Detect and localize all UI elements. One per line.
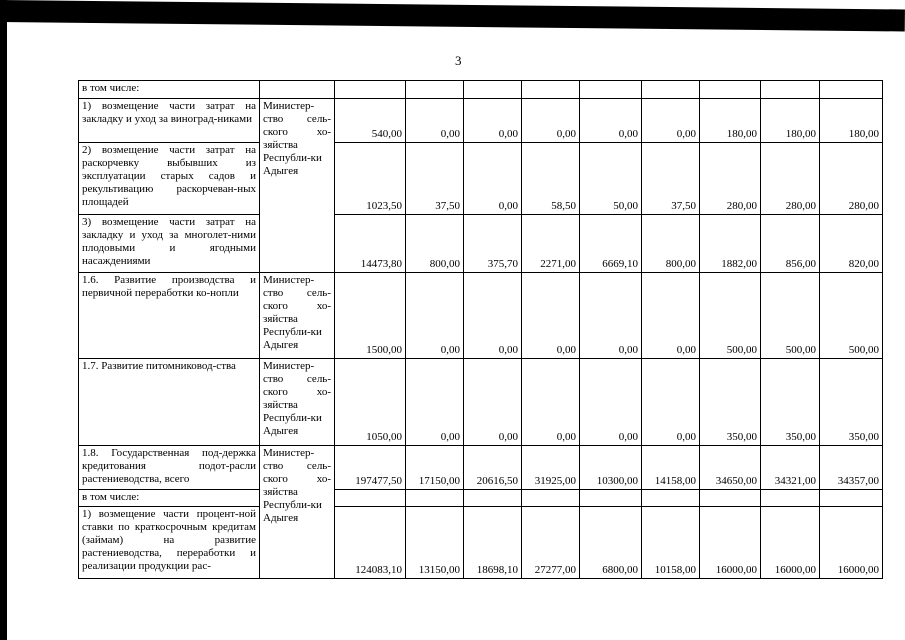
value-cell: 10158,00: [642, 507, 700, 579]
executor-cell: [260, 81, 335, 99]
row-label: 3) возмещение части затрат на закладку и уход за многолет-ними плодовыми и ягодными насаждениями: [79, 215, 260, 273]
executor-cell: Министер-ство сель-ского хо-зяйства Республи-ки Адыгея: [260, 359, 335, 446]
value-cell: [464, 490, 522, 507]
table-row: [79, 507, 883, 579]
scan-edge-top: [0, 0, 905, 31]
value-cell: 16000,00: [820, 507, 883, 579]
value-cell: 0,00: [642, 99, 700, 143]
value-cell: [335, 490, 406, 507]
value-cell: 0,00: [522, 359, 580, 446]
value-cell: 0,00: [580, 359, 642, 446]
value-cell: 800,00: [642, 215, 700, 273]
value-cell: [700, 81, 761, 99]
value-cell: 58,50: [522, 143, 580, 215]
executor-cell: Министер-ство сель-ского хо-зяйства Республи-ки Адыгея: [260, 99, 335, 273]
value-cell: 280,00: [761, 143, 820, 215]
value-cell: 10300,00: [580, 446, 642, 490]
value-cell: 0,00: [642, 273, 700, 359]
value-cell: [761, 490, 820, 507]
value-cell: 856,00: [761, 215, 820, 273]
value-cell: 16000,00: [761, 507, 820, 579]
value-cell: 20616,50: [464, 446, 522, 490]
value-cell: 37,50: [406, 143, 464, 215]
value-cell: 27277,00: [522, 507, 580, 579]
value-cell: [642, 81, 700, 99]
value-cell: 197477,50: [335, 446, 406, 490]
value-cell: 14473,80: [335, 215, 406, 273]
executor-cell: Министер-ство сель-ского хо-зяйства Республи-ки Адыгея: [260, 446, 335, 579]
table-row: [79, 359, 883, 446]
value-cell: 1050,00: [335, 359, 406, 446]
page-number: 3: [455, 53, 462, 68]
row-label: 1) возмещение части процент-ной ставки по краткосрочным кредитам (займам) на развитие растениеводства, переработки и реализации продукции рас-: [79, 507, 260, 579]
value-cell: 0,00: [464, 143, 522, 215]
value-cell: 124083,10: [335, 507, 406, 579]
value-cell: 500,00: [700, 273, 761, 359]
value-cell: 34650,00: [700, 446, 761, 490]
value-cell: [580, 81, 642, 99]
value-cell: 820,00: [820, 215, 883, 273]
program-funding-table: [78, 80, 883, 579]
row-label: 1) возмещение части затрат на закладку и уход за виноград-никами: [79, 99, 260, 143]
table-row: [79, 143, 883, 215]
value-cell: 350,00: [700, 359, 761, 446]
table-row: [79, 81, 883, 99]
value-cell: [700, 490, 761, 507]
row-label: 1.7. Развитие питомниковод-ства: [79, 359, 260, 446]
value-cell: 0,00: [580, 99, 642, 143]
value-cell: 6669,10: [580, 215, 642, 273]
value-cell: [580, 490, 642, 507]
row-label: 1.8. Государственная под-держка кредитования подот-расли растениеводства, всего: [79, 446, 260, 490]
value-cell: 17150,00: [406, 446, 464, 490]
value-cell: 0,00: [464, 99, 522, 143]
value-cell: 0,00: [642, 359, 700, 446]
value-cell: 0,00: [522, 273, 580, 359]
value-cell: 1500,00: [335, 273, 406, 359]
value-cell: 280,00: [700, 143, 761, 215]
value-cell: 0,00: [406, 359, 464, 446]
value-cell: 180,00: [761, 99, 820, 143]
value-cell: 540,00: [335, 99, 406, 143]
table-row: [79, 446, 883, 490]
value-cell: 0,00: [522, 99, 580, 143]
value-cell: 50,00: [580, 143, 642, 215]
value-cell: [642, 490, 700, 507]
value-cell: [464, 81, 522, 99]
value-cell: 31925,00: [522, 446, 580, 490]
table-row: [79, 215, 883, 273]
value-cell: 0,00: [406, 273, 464, 359]
row-label: в том числе:: [79, 81, 260, 99]
table-row: [79, 99, 883, 143]
value-cell: 180,00: [820, 99, 883, 143]
value-cell: 0,00: [406, 99, 464, 143]
value-cell: [761, 81, 820, 99]
value-cell: 280,00: [820, 143, 883, 215]
row-label: 1.6. Развитие производства и первичной переработки ко-нопли: [79, 273, 260, 359]
row-label: в том числе:: [79, 490, 260, 507]
value-cell: 800,00: [406, 215, 464, 273]
value-cell: 13150,00: [406, 507, 464, 579]
value-cell: 18698,10: [464, 507, 522, 579]
value-cell: [820, 81, 883, 99]
value-cell: [406, 490, 464, 507]
value-cell: 2271,00: [522, 215, 580, 273]
value-cell: [820, 490, 883, 507]
value-cell: 16000,00: [700, 507, 761, 579]
value-cell: [406, 81, 464, 99]
value-cell: 350,00: [761, 359, 820, 446]
value-cell: 0,00: [464, 359, 522, 446]
value-cell: 14158,00: [642, 446, 700, 490]
value-cell: 1882,00: [700, 215, 761, 273]
value-cell: 500,00: [761, 273, 820, 359]
executor-cell: Министер-ство сель-ского хо-зяйства Республи-ки Адыгея: [260, 273, 335, 359]
value-cell: 180,00: [700, 99, 761, 143]
value-cell: 500,00: [820, 273, 883, 359]
scan-edge-left: [0, 0, 7, 640]
value-cell: 0,00: [464, 273, 522, 359]
value-cell: 350,00: [820, 359, 883, 446]
value-cell: 6800,00: [580, 507, 642, 579]
table-row: [79, 273, 883, 359]
value-cell: [335, 81, 406, 99]
table-row: [79, 490, 883, 507]
row-label: 2) возмещение части затрат на раскорчевку выбывших из эксплуатации старых садов и рекультивацию раскорчеван-ных площадей: [79, 143, 260, 215]
value-cell: [522, 81, 580, 99]
value-cell: 37,50: [642, 143, 700, 215]
value-cell: 34321,00: [761, 446, 820, 490]
value-cell: 0,00: [580, 273, 642, 359]
value-cell: 34357,00: [820, 446, 883, 490]
value-cell: [522, 490, 580, 507]
value-cell: 375,70: [464, 215, 522, 273]
value-cell: 1023,50: [335, 143, 406, 215]
